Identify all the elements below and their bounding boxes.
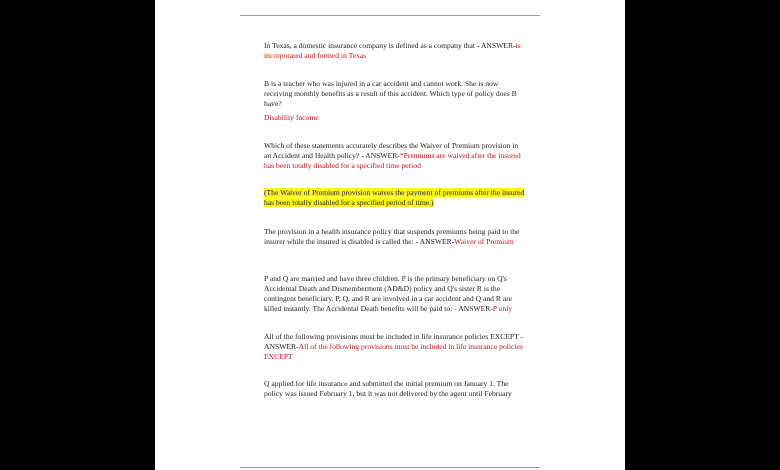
document-page (155, 0, 625, 470)
question-text: B is a teacher who was injured in a car accident and cannot work. She is now receiving monthly benefits as a result of this accident. Which type of policy does B have? (264, 79, 517, 108)
answer-text: Waiver of Premium (454, 237, 514, 246)
question-text: All of the following provisions must be included in life insurance policies EXCEPT - ANSWER- (264, 332, 524, 351)
qa-item-domestic-insurer (264, 41, 526, 61)
top-rule (240, 15, 540, 16)
bottom-rule (240, 467, 540, 468)
qa-item-required-provisions (264, 332, 526, 362)
question-text: The provision in a health insurance policy that suspends premiums being paid to the insurer while the insured is disabled is called the: - ANSWER- (264, 227, 520, 246)
answer-text: P only (492, 304, 513, 313)
qa-item-disability-income (264, 79, 526, 123)
question-text: P and Q are married and have three children. P is the primary beneficiary on Q's Accidental Death and Dismemberment (AD&D) policy and Q's sister R is the contingent beneficiary. P, Q, and R are involved in a car accident and Q and R are killed instantly. The Accidental Death benefits will be paid to: - ANSWER- (264, 274, 513, 313)
answer-text: All of the following provisions must be included in life insurance policies EXCEPT (264, 342, 523, 361)
highlighted-explanation (264, 188, 526, 208)
answer-text: *Premiums are waived after the insured has been totally disabled for a specified time period (264, 151, 521, 170)
answer-text: is incorporated and formed in Texas (264, 41, 521, 60)
qa-item-add-beneficiary (264, 274, 526, 314)
qa-item-waiver-of-premium (264, 141, 526, 171)
question-text: In Texas, a domestic insurance company is defined as a company that - ANSWER- (264, 41, 516, 50)
answer-text: Disability Income (264, 113, 319, 122)
question-text: Q applied for life insurance and submitted the initial premium on January 1. The policy was issued February 1, but it was not delivered by the agent until February (264, 379, 512, 398)
highlighted-text: (The Waiver of Premium provision waives the payment of premiums after the insured has been totally disabled for a specified period of time.) (264, 188, 525, 207)
qa-item-premium-suspension (264, 227, 526, 247)
qa-item-policy-delivery (264, 379, 526, 399)
question-text: Which of these statements accurately describes the Waiver of Premium provision in an Accident and Health policy? - ANSWER- (264, 141, 519, 160)
